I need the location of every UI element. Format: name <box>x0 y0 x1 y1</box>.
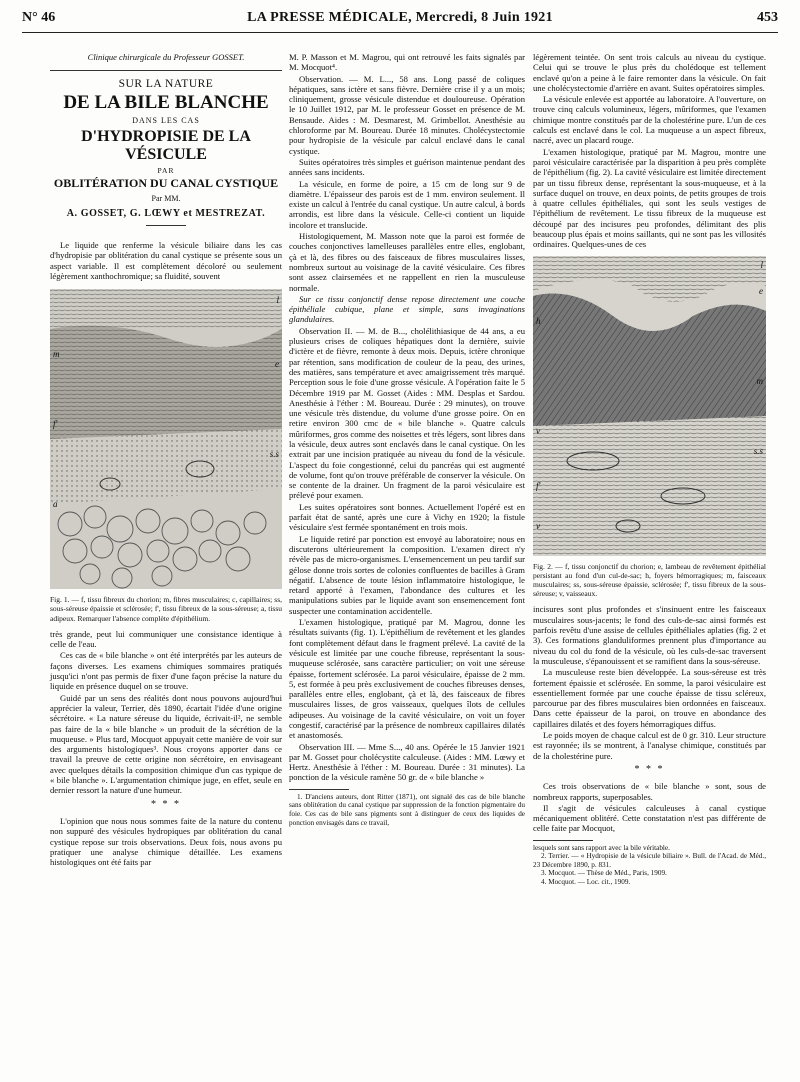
paragraph: La musculeuse reste bien développée. La sous-séreuse est très fortement épaissie et sclérosée. En somme, la paroi vésiculaire est essentiellement formée par une couche épaisse de tissu scléreux, parcourue par des fibres musculaires bien ordonnées en faisceaux. Dans cette épaisseur de la paroi, on trouve en abondance des capillaires dilatés et des foyers hémorragiques diffus. <box>533 667 766 729</box>
fig2-label-h: h <box>536 315 541 326</box>
short-rule <box>146 225 186 226</box>
paragraph: La vésicule, en forme de poire, a 15 cm de long sur 9 de diamètre. L'épaisseur des parois est de 1 mm. environ seulement. Il existe un calcul à l'entrée du canal cystique. Un autre calcul, à bords arrondis, est libre dans la vésicule. Celle-ci contient un liquide incolore et translucide. <box>289 178 525 230</box>
paragraph: très grande, peut lui communiquer une consistance identique à celle de l'eau. <box>50 628 282 650</box>
micrograph-1-image <box>50 289 282 589</box>
paragraph: Sur ce tissu conjonctif dense repose directement une couche épithéliale cubique, plane et simple, sans invaginations glandulaires. <box>289 293 525 325</box>
paragraph: L'examen histologique, pratiqué par M. Magrou, montre une paroi vésiculaire caractérisée par la disparition à peu près complète de l'épithélium (fig. 2). La cavité vésiculaire est limitée directement par un tissu fibreux dense, représentant la sous-muqueuse, et à la surface duquel on trouve, en deux points, de petits groupes de trois à quatre cellules épithéliales, qui sont les seuls vestiges de l'épithélium de revêtement. Le tissu fibreux de la muqueuse est découpé par des incisures peu profondes, délimitant des plis beaucoup plus épais et moins saillants, qui ne sont pas les villosités ordinaires. Quelques-unes de ces <box>533 146 766 250</box>
observation-3: Observation III. — Mme S..., 40 ans. Opérée le 15 Janvier 1921 par M. Gosset pour cholécystite calculeuse. (Aides : MM. Lœwy et Hertz. Anesthésie à l'éther : M. Boureau. Durée : 31 minutes). La ponction de la vésicule ramène 50 gr. de « bile blanche » <box>289 741 525 783</box>
footnote-2: 2. Terrier. — « Hydropisie de la vésicule biliaire ». Bull. de l'Acad. de Méd., 23 Décembre 1890, p. 831. <box>533 852 766 869</box>
paragraph: Le poids moyen de chaque calcul est de 0 gr. 310. Leur structure est rayonnée; ils se montrent, à l'analyse chimique, constitués par de la cholestérine pure. <box>533 730 766 761</box>
fig2-label-e: e <box>759 285 763 296</box>
fig1-label-m: m <box>53 349 60 360</box>
fig1-label-f-prime: f' <box>53 419 58 430</box>
title-line-5: PAR <box>157 165 175 175</box>
footnote-1: 1. D'anciens auteurs, dont Ritter (1871), ont signalé des cas de bile blanche sans oblitération du canal cystique par suppression de la fonction pigmentaire du foie. Ces cas de bile sans pigments sont à distinguer de ceux des liquides de ponction envisagés dans ce travail, <box>289 792 525 827</box>
clinic-line: Clinique chirurgicale du Professeur GOSSET. <box>87 52 245 62</box>
paragraph: Ces trois observations de « bile blanche » sont, sous de nombreux rapports, superposables. <box>533 781 766 802</box>
paragraph: Ces cas de « bile blanche » ont été interprétés par les auteurs de façons diverses. Les examens chimiques sommaires pratiqués jusqu'ici n'ont pas permis de fixer d'une façon précise la nature du liquide en présence duquel on se trouve. <box>50 650 282 692</box>
footnote-1-continued: lesquels sont sans rapport avec la bile véritable. <box>533 843 670 852</box>
footnote-3: 3. Mocquot. — Thèse de Méd., Paris, 1909. <box>541 869 667 878</box>
paragraph: Il s'agit de vésicules calculeuses à canal cystique mécaniquement oblitéré. Cette constatation n'est pas différente de celle faite par Mocquot, <box>533 802 766 834</box>
paragraph: incisures sont plus profondes et s'insinuent entre les faisceaux musculaires sous-jacents; le fond des culs-de-sac ainsi formés est parfois revêtu d'une assise de cellules épithéliales aplaties (fig. 2 et 3). Ces formations glanduliformes prennent plus d'importance au niveau du col du fond de la vésicule, où les culs-de-sac traversent la musculeuse, s'épanouissent et se ramifient dans la sous-séreuse. <box>533 604 766 666</box>
fig1-label-e: e <box>275 359 279 370</box>
column-1 <box>50 52 282 868</box>
fig1-label-l: l <box>276 295 279 306</box>
column-2 <box>289 52 525 827</box>
fig1-label-ss: s.s <box>269 449 279 460</box>
observation-1: Observation. — M. L..., 58 ans. Long passé de coliques hépatiques, sans ictère et sans fièvre. Dernière crise il y a un mois; cliniquement, grosse vésicule distendue et douloureuse. Opération le 10 Juillet 1912, par M. le professeur Gosset en présence de M. Bensaude. Aides : M. Desmarest, M. Grimbellot. Anesthésie au chloroforme par M. Boureau. Durée 18 minutes. Cholécystectomie pour hydropisie de la vésicule par calcul enclavé dans le canal cystique. <box>289 73 525 156</box>
footnote-rule <box>289 789 349 790</box>
footnote-4: 4. Mocquot. — Loc. cit., 1909. <box>541 878 631 887</box>
figure-2-micrograph <box>533 256 766 556</box>
paragraph: L'examen histologique, pratiqué par M. Magrou, donne les résultats suivants (fig. 1). L'épithélium de revêtement et les glandes font complètement défaut dans le fragment prélevé. La cavité de la vésicule est limitée par une couche fibreuse, représentant la sous-muqueuse sclérosée, sans caractère particulier; on voit une séreuse épaisse, fortement sclérosée. La paroi vésiculaire, épaisse de 2 mm. 5, est formée à peu près exclusivement de couches fibreuses denses, parallèles entre elles, englobant, çà et là, des faisceaux de fibres musculaires lisses, de gros vaisseaux, quelques îlots de cellules adipeuses. Au voisinage de la cavité vésiculaire, on voit un foyer congestif, caractérisé par la présence de nombreux capillaires dilatés et anastomosés. <box>289 617 525 741</box>
fig2-label-ss: s.s <box>753 445 763 456</box>
paragraph: Le liquide que renferme la vésicule biliaire dans les cas d'hydropisie par oblitération du canal cystique se présente sous un aspect variable. Il est complètement décoloré ou seulement légèrement xanthochromique; sa fluidité, souvent <box>50 240 282 281</box>
fig2-label-v: v <box>536 425 540 436</box>
fig2-label-f-prime: f' <box>536 480 541 491</box>
title-line-2: DE LA BILE BLANCHE <box>63 91 269 113</box>
title-line-4: D'HYDROPISIE DE LA VÉSICULE <box>81 127 251 163</box>
fig2-label-v-lower: v <box>536 520 540 531</box>
paragraph: Les suites opératoires sont bonnes. Actuellement l'opéré est en parfait état de santé, après une cure à Vichy en 1920; la fistule vésiculaire s'est fermée spontanément en trois mois. <box>289 501 525 533</box>
authors: A. GOSSET, G. LŒWY et MESTREZAT. <box>66 207 266 219</box>
column-3 <box>533 52 766 887</box>
micrograph-2-image <box>533 256 766 556</box>
footnote-rule <box>533 840 593 841</box>
divider <box>50 70 282 71</box>
figure-1-caption: Fig. 1. — f, tissu fibreux du chorion; m, fibres musculaires; c, capillaires; ss, sous-séreuse épaissie et sclérosée; f', tissu fibreux de la sous-séreuse; a, tissu adipeux. Remarquer l'absence complète d'épithélium. <box>50 595 282 623</box>
figure-2-caption: Fig. 2. — f, tissu conjonctif du chorion; e, lambeau de revêtement épithélial persistant au fond d'un cul-de-sac; h, foyers hémorragiques; m, faisceaux musculaires; ss, sous-séreuse épaissie, sclérosée; f', tissu fibreux de la sous-séreuse; v, vaisseaux. <box>533 561 766 599</box>
paragraph: Histologiquement, M. Masson note que la paroi est formée de couches conjonctives lamelleuses parallèles entre elles, englobant, çà et là, des fibres ou des faisceaux de fibres musculaires lisses, nombreux surtout au voisinage de la cavité vésiculaire. Ces fibres sont assez clairsemées et ne rappellent en rien la musculeuse normale. <box>289 231 525 293</box>
title-line-1: SUR LA NATURE <box>118 78 214 91</box>
journal-title: LA PRESSE MÉDICALE, Mercredi, 8 Juin 1921 <box>247 10 553 25</box>
paragraph: La vésicule enlevée est apportée au laboratoire. A l'ouverture, on trouve cinq calculs volumineux, légers, mûriformes, que l'examen chimique montre constitués par de la cholestérine pure. L'un de ces calculs est enclavé dans le col. La muqueuse a un aspect fibreux, nacré, avec un placard rouge. <box>533 94 766 146</box>
observation-2: Observation II. — M. de B..., cholélithiasique de 44 ans, a eu plusieurs crises de coliques hépatiques dont la dernière, suivie d'ictère et de fièvre, remonte à deux mois. Depuis, ictère chronique par rétention, sans modification de couleur de la peau, des urines, des matières, sans température et avec amaigrissement très marqué. Perception sous le foie d'une grosse vésicule. A l'opération faite le 5 Décembre 1919 par M. Gosset (Aides : MM. Desplas et Sardou. Anesthésie à l'éther : M. Boureau. Durée : 29 minutes), on trouve une vésicule très distendue, du volume d'une grosse poire. On en retire environ 300 cmc de « bile blanche ». Quatre calculs mûriformes, gros comme des noisettes et très légers, sont libres dans la vésicule, deux autres sont enclavés dans le canal cystique. On les extrait par une incision pratiquée au niveau du fond de la vésicule. L'aspect du foie congestionné, celui du pancréas qui est augmenté de volume, font qu'on trouve préférable de conserver la vésicule. On se contente de la drainer. Un fragment de la paroi vésiculaire est prélevé pour examen. <box>289 325 525 501</box>
paragraph: L'opinion que nous nous sommes faite de la nature du contenu non suppuré des vésicules hydropiques par oblitération du canal cystique repose sur trois observations. Deux fois, nous avons pu pratiquer une analyse chimique détaillée. Les examens histologiques ont été faits par <box>50 815 282 868</box>
title-line-3: DANS LES CAS <box>132 115 200 125</box>
byline-prefix: Par MM. <box>151 194 181 204</box>
figure-1-micrograph <box>50 289 282 589</box>
fig2-label-l: l <box>760 259 763 270</box>
title-line-6: OBLITÉRATION DU CANAL CYSTIQUE <box>53 176 279 191</box>
paragraph: Le liquide retiré par ponction est envoyé au laboratoire; nous en discuterons ultérieurement la composition. L'examen direct n'y révèle pas de micro-organismes. L'ensemencement un peu tardif sur gélose donne trois sortes de colonies confluentes de bacilles à Gram négatif. L'absence de toute lésion inflammatoire histologique, le retard apporté à l'examen, l'abondance des cultures et les manipulations subies par le liquide avant son ensemencement font suspecter une contamination accidentelle. <box>289 533 525 616</box>
issue-number: N° 46 <box>22 10 56 25</box>
section-separator: * * * <box>634 763 665 775</box>
page-header <box>22 10 778 33</box>
paragraph: M. P. Masson et M. Magrou, qui ont retrouvé les faits signalés par M. Mocquot⁴. <box>289 52 525 73</box>
page-number: 453 <box>757 10 778 25</box>
paragraph: Guidé par un sens des réalités dont nous pouvons aujourd'hui apprécier la valeur, Terrier, dès 1890, écartait l'idée d'une origine sécrétoire. « La nature séreuse du liquide, écrivait-il², ne semble pas faire de la « bile blanche » un produit de la sécrétion de la muqueuse. » Plus tard, Mocquot appuyait cette manière de voir sur des arguments histologiques³. Nous croyons apporter dans ce travail la preuve de cette origine non sécrétoire, en envisageant avec quelques détails la composition chimique d'un cas typique de « bile blanche ». L'argumentation chimique juge, en effet, seule en dernier ressort la nature d'une humeur. <box>50 692 282 796</box>
fig2-label-m: m <box>756 375 763 386</box>
fig1-label-a: a <box>53 499 58 510</box>
paragraph: Suites opératoires très simples et guérison maintenue pendant des années sans incidents. <box>289 156 525 178</box>
paragraph: légèrement teintée. On sent trois calculs au niveau du cystique. Celui qui se trouve le plus près du cholédoque est tellement enclavé qu'on a peine à le faire remonter dans la vésicule. On fait une cholécystectomie d'arrière en avant. Suites opératoires simples. <box>533 52 766 93</box>
section-separator: * * * <box>151 798 181 810</box>
